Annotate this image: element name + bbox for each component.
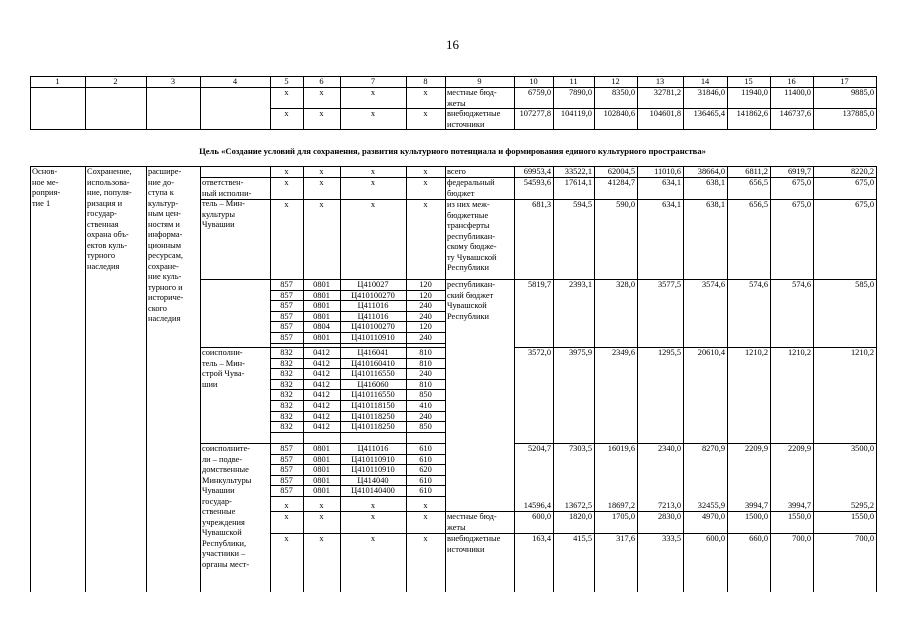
code-cell: Ц410140400 bbox=[351, 486, 395, 496]
code-cell: Ц410110910 bbox=[351, 454, 395, 464]
value-cell: 574,6 bbox=[749, 280, 768, 289]
value-cell: 163,4 bbox=[532, 534, 551, 543]
table-rule bbox=[445, 76, 446, 129]
value-cell: 317,6 bbox=[616, 534, 635, 543]
value-cell: 5295,2 bbox=[850, 501, 874, 510]
table-rule bbox=[30, 76, 31, 129]
code-cell: 0801 bbox=[313, 333, 330, 342]
code-cell: 832 bbox=[280, 358, 293, 368]
code-cell: Ц410116550 bbox=[351, 390, 395, 400]
value-cell: 700,0 bbox=[855, 534, 874, 543]
value-cell: 8220,2 bbox=[850, 167, 874, 176]
funding-source: республикан- ский бюджет Чувашской Республики bbox=[447, 280, 496, 321]
code-cell: 0801 bbox=[313, 301, 330, 311]
code-cell: 810 bbox=[419, 348, 432, 357]
table-rule bbox=[637, 76, 638, 129]
table-rule bbox=[146, 166, 147, 592]
column-header: 12 bbox=[611, 77, 620, 86]
value-cell: 6759,0 bbox=[527, 88, 551, 97]
value-cell: 1500,0 bbox=[744, 512, 768, 521]
value-cell: 14596,4 bbox=[523, 501, 551, 510]
funding-source: местные бюд- жеты bbox=[447, 88, 497, 108]
code-cell: х bbox=[370, 109, 376, 118]
table-rule bbox=[200, 166, 201, 592]
table-rule bbox=[553, 76, 554, 129]
value-cell: 146737,6 bbox=[779, 109, 811, 118]
executor-co: соисполните- ли – подве- домственные Минкультуры Чувашии государ- ственные учреждения Чувашской Республики, участники – органы мест- bbox=[202, 444, 252, 569]
code-cell: Ц414040 bbox=[357, 475, 389, 485]
value-cell: 3975,9 bbox=[568, 348, 592, 357]
code-cell: 857 bbox=[280, 311, 293, 321]
value-cell: 7890,0 bbox=[568, 88, 592, 97]
code-cell: Ц410027 bbox=[357, 280, 389, 289]
code-cell: х bbox=[423, 501, 428, 510]
table-rule bbox=[270, 343, 445, 344]
code-cell: 857 bbox=[280, 280, 293, 289]
table-rule bbox=[303, 76, 304, 129]
code-cell: 0412 bbox=[313, 358, 330, 368]
column-header: 16 bbox=[787, 77, 796, 86]
code-cell: 0801 bbox=[313, 486, 330, 496]
executor-responsible: ответствен- ный исполни- тель – Мин- культуры Чувашии bbox=[202, 178, 252, 229]
code-cell: х bbox=[319, 178, 324, 187]
value-cell: 141862,6 bbox=[736, 109, 768, 118]
code-cell: 857 bbox=[280, 465, 293, 475]
code-cell: 857 bbox=[280, 301, 293, 311]
table-rule bbox=[270, 496, 445, 497]
code-cell: х bbox=[423, 200, 428, 209]
code-cell: 610 bbox=[419, 454, 432, 464]
table-rule bbox=[683, 76, 684, 129]
table-rule bbox=[594, 76, 595, 129]
value-cell: 3577,5 bbox=[657, 280, 681, 289]
value-cell: 33522,1 bbox=[564, 167, 592, 176]
value-cell: 137885,0 bbox=[842, 109, 874, 118]
code-cell: х bbox=[319, 109, 324, 118]
code-cell: х bbox=[423, 534, 428, 543]
code-cell: х bbox=[370, 178, 376, 187]
code-cell: 0412 bbox=[313, 348, 330, 357]
table-rule bbox=[406, 166, 407, 592]
code-cell: 832 bbox=[280, 390, 293, 400]
code-cell: х bbox=[284, 501, 289, 510]
table-rule bbox=[270, 432, 445, 433]
value-cell: 104601,8 bbox=[649, 109, 681, 118]
value-cell: 660,0 bbox=[749, 534, 768, 543]
funding-source: из них меж- бюджетные трансферты республикан- скому бюдже- ту Чувашской Республики bbox=[447, 200, 497, 272]
column-header: 8 bbox=[423, 77, 428, 86]
funding-source: местные бюд- жеты bbox=[447, 512, 497, 532]
code-cell: 240 bbox=[419, 301, 432, 311]
value-cell: 1210,2 bbox=[744, 348, 768, 357]
code-cell: 832 bbox=[280, 401, 293, 410]
code-cell: 810 bbox=[419, 358, 432, 368]
goal-title: Цель «Создание условий для сохранения, развития культурного потенциала и формирования единого культурного пространства» bbox=[199, 146, 706, 156]
code-cell: Ц416060 bbox=[357, 379, 389, 389]
value-cell: 20610,4 bbox=[697, 348, 725, 357]
code-cell: 240 bbox=[419, 311, 432, 321]
value-cell: 675,0 bbox=[792, 178, 811, 187]
code-cell: 0801 bbox=[313, 280, 330, 289]
table-rule bbox=[637, 166, 638, 592]
table-rule bbox=[727, 76, 728, 129]
value-cell: 32781,2 bbox=[653, 88, 681, 97]
code-cell: 832 bbox=[280, 369, 293, 379]
code-cell: Ц411016 bbox=[357, 444, 389, 453]
value-cell: 600,0 bbox=[706, 534, 725, 543]
value-cell: 2340,0 bbox=[657, 444, 681, 453]
value-cell: 415,5 bbox=[573, 534, 592, 543]
value-cell: 656,5 bbox=[749, 178, 768, 187]
value-cell: 7303,5 bbox=[568, 444, 592, 453]
code-cell: 857 bbox=[280, 454, 293, 464]
table-rule bbox=[270, 108, 876, 109]
code-cell: Ц410116550 bbox=[351, 369, 395, 379]
value-cell: 675,0 bbox=[855, 178, 874, 187]
code-cell: х bbox=[370, 501, 376, 510]
value-cell: 11940,0 bbox=[741, 88, 768, 97]
funding-source: внебюджетные источники bbox=[447, 109, 501, 129]
value-cell: 2830,0 bbox=[657, 512, 681, 521]
value-cell: 590,0 bbox=[616, 200, 635, 209]
table-rule bbox=[200, 199, 876, 200]
code-cell: 0412 bbox=[313, 411, 330, 421]
executor-co: соисполни- тель – Мин- строй Чува- шии bbox=[202, 348, 245, 389]
value-cell: 634,1 bbox=[662, 178, 681, 187]
code-cell: Ц410100270 bbox=[351, 322, 395, 332]
measure-label: Основ- ное ме- роприя- тие 1 bbox=[32, 167, 61, 208]
table-rule bbox=[770, 76, 771, 129]
code-cell: 240 bbox=[419, 333, 432, 342]
value-cell: 136465,4 bbox=[693, 109, 725, 118]
column-header: 4 bbox=[232, 77, 238, 86]
column-header: 17 bbox=[840, 77, 849, 86]
code-cell: х bbox=[423, 512, 428, 521]
column-header: 9 bbox=[477, 77, 482, 86]
value-cell: 6919,7 bbox=[787, 167, 811, 176]
code-cell: 832 bbox=[280, 348, 293, 357]
column-header: 1 bbox=[55, 77, 60, 86]
code-cell: 857 bbox=[280, 444, 293, 453]
column-header: 14 bbox=[700, 77, 710, 86]
column-header: 10 bbox=[529, 77, 538, 86]
code-cell: х bbox=[370, 534, 376, 543]
code-cell: 120 bbox=[419, 280, 432, 289]
table-rule bbox=[270, 166, 271, 592]
value-cell: 32455,9 bbox=[697, 501, 725, 510]
table-rule bbox=[770, 166, 771, 592]
value-cell: 3994,7 bbox=[744, 501, 768, 510]
code-cell: 610 bbox=[419, 475, 432, 485]
table-rule bbox=[340, 76, 341, 129]
code-cell: 0801 bbox=[313, 290, 330, 300]
table-rule bbox=[813, 166, 814, 592]
code-cell: Ц410110910 bbox=[351, 333, 395, 342]
value-cell: 681,3 bbox=[532, 200, 551, 209]
value-cell: 9885,0 bbox=[850, 88, 874, 97]
value-cell: 41284,7 bbox=[607, 178, 635, 187]
value-cell: 675,0 bbox=[855, 200, 874, 209]
code-cell: х bbox=[423, 109, 428, 118]
value-cell: 634,1 bbox=[662, 200, 681, 209]
table-rule bbox=[146, 76, 147, 129]
code-cell: х bbox=[284, 534, 289, 543]
value-cell: 2349,6 bbox=[611, 348, 635, 357]
table-rule bbox=[514, 166, 515, 592]
column-header: 11 bbox=[569, 77, 578, 86]
value-cell: 38664,0 bbox=[697, 167, 725, 176]
table-rule bbox=[876, 76, 877, 129]
value-cell: 3572,0 bbox=[527, 348, 551, 357]
code-cell: Ц410110910 bbox=[351, 465, 395, 475]
code-cell: 857 bbox=[280, 290, 293, 300]
table-rule bbox=[553, 166, 554, 592]
value-cell: 104119,0 bbox=[560, 109, 592, 118]
code-cell: 0412 bbox=[313, 401, 330, 410]
value-cell: 656,5 bbox=[749, 200, 768, 209]
code-cell: 857 bbox=[280, 475, 293, 485]
code-cell: 240 bbox=[419, 411, 432, 421]
column-header: 7 bbox=[370, 77, 376, 86]
code-cell: 0801 bbox=[313, 311, 330, 321]
table-rule bbox=[340, 166, 341, 592]
value-cell: 16019,6 bbox=[607, 444, 635, 453]
code-cell: Ц410160410 bbox=[351, 358, 395, 368]
code-cell: х bbox=[370, 88, 376, 97]
code-cell: х bbox=[284, 167, 289, 176]
code-cell: х bbox=[284, 178, 289, 187]
value-cell: 4970,0 bbox=[701, 512, 725, 521]
table-rule bbox=[30, 166, 31, 592]
code-cell: 0801 bbox=[313, 475, 330, 485]
code-cell: Ц410118250 bbox=[351, 411, 395, 421]
value-cell: 700,0 bbox=[792, 534, 811, 543]
column-header: 13 bbox=[655, 77, 665, 86]
code-cell: 0412 bbox=[313, 422, 330, 432]
code-cell: 0412 bbox=[313, 390, 330, 400]
code-cell: 0801 bbox=[313, 454, 330, 464]
value-cell: 3994,7 bbox=[787, 501, 811, 510]
value-cell: 2209,9 bbox=[744, 444, 768, 453]
value-cell: 600,0 bbox=[532, 512, 551, 521]
code-cell: х bbox=[319, 501, 324, 510]
table-rule bbox=[303, 166, 304, 592]
value-cell: 585,0 bbox=[855, 280, 874, 289]
code-cell: х bbox=[370, 512, 376, 521]
code-cell: х bbox=[370, 200, 376, 209]
code-cell: Ц410118150 bbox=[351, 401, 395, 410]
table-rule bbox=[813, 76, 814, 129]
table-rule bbox=[270, 76, 271, 129]
code-cell: х bbox=[423, 88, 428, 97]
code-cell: 857 bbox=[280, 322, 293, 332]
value-cell: 638,1 bbox=[706, 178, 725, 187]
value-cell: 2209,9 bbox=[787, 444, 811, 453]
value-cell: 8350,0 bbox=[611, 88, 635, 97]
code-cell: 620 bbox=[419, 465, 432, 475]
table-rule bbox=[727, 166, 728, 592]
value-cell: 54593,6 bbox=[523, 178, 551, 187]
value-cell: 6811,2 bbox=[745, 167, 768, 176]
value-cell: 3574,6 bbox=[701, 280, 725, 289]
value-cell: 8270,9 bbox=[701, 444, 725, 453]
value-cell: 18697,2 bbox=[607, 501, 635, 510]
code-cell: Ц416041 bbox=[357, 348, 389, 357]
code-cell: х bbox=[319, 88, 324, 97]
code-cell: х bbox=[319, 167, 324, 176]
measure-name: Сохранение, использова- ние, популя- ризация и государ- ственная охрана объ- ектов куль- турного наследия bbox=[87, 167, 132, 271]
table-rule bbox=[445, 166, 446, 592]
table-rule bbox=[85, 76, 86, 129]
value-cell: 5204,7 bbox=[527, 444, 551, 453]
code-cell: 610 bbox=[419, 486, 432, 496]
value-cell: 17614,1 bbox=[564, 178, 592, 187]
value-cell: 1550,0 bbox=[850, 512, 874, 521]
table-rule bbox=[200, 76, 201, 129]
value-cell: 328,0 bbox=[616, 280, 635, 289]
value-cell: 1705,0 bbox=[611, 512, 635, 521]
code-cell: х bbox=[284, 512, 289, 521]
column-header: 6 bbox=[319, 77, 324, 86]
measure-goal: расшире- ние до- ступа к культур- ным цен- ностям и информа- ционным ресурсам, сохране- ние куль- турного и историче- ского наследия bbox=[148, 167, 184, 323]
funding-source: всего bbox=[447, 167, 466, 176]
column-header: 5 bbox=[284, 77, 289, 86]
value-cell: 1820,0 bbox=[568, 512, 592, 521]
code-cell: 0804 bbox=[313, 322, 330, 332]
page-number: 16 bbox=[446, 37, 459, 52]
table-rule bbox=[514, 76, 515, 129]
value-cell: 333,5 bbox=[662, 534, 681, 543]
value-cell: 5819,7 bbox=[527, 280, 551, 289]
code-cell: Ц411016 bbox=[357, 301, 389, 311]
code-cell: 810 bbox=[419, 379, 432, 389]
code-cell: 0801 bbox=[313, 444, 330, 453]
code-cell: 120 bbox=[419, 290, 432, 300]
value-cell: 102840,6 bbox=[603, 109, 635, 118]
code-cell: х bbox=[423, 167, 428, 176]
value-cell: 594,5 bbox=[573, 200, 592, 209]
funding-source: внебюджетные источники bbox=[447, 534, 501, 554]
code-cell: 610 bbox=[419, 444, 432, 453]
table-rule bbox=[406, 76, 407, 129]
code-cell: 832 bbox=[280, 422, 293, 432]
code-cell: 120 bbox=[419, 322, 432, 332]
table-rule bbox=[200, 177, 876, 178]
table-rule bbox=[85, 166, 86, 592]
value-cell: 11400,0 bbox=[784, 88, 811, 97]
code-cell: х bbox=[284, 200, 289, 209]
code-cell: х bbox=[284, 109, 289, 118]
table-rule bbox=[30, 129, 876, 130]
column-header: 3 bbox=[170, 77, 176, 86]
code-cell: 832 bbox=[280, 411, 293, 421]
value-cell: 675,0 bbox=[792, 200, 811, 209]
code-cell: х bbox=[319, 534, 324, 543]
value-cell: 1295,5 bbox=[657, 348, 681, 357]
value-cell: 638,1 bbox=[706, 200, 725, 209]
code-cell: 850 bbox=[419, 422, 432, 432]
funding-source: федеральный бюджет bbox=[447, 178, 495, 198]
code-cell: 410 bbox=[419, 401, 432, 410]
code-cell: 832 bbox=[280, 379, 293, 389]
column-header: 15 bbox=[744, 77, 753, 86]
code-cell: Ц410118250 bbox=[351, 422, 395, 432]
value-cell: 107277,8 bbox=[519, 109, 551, 118]
code-cell: Ц410100270 bbox=[351, 290, 395, 300]
code-cell: Ц411016 bbox=[357, 311, 389, 321]
value-cell: 69953,4 bbox=[523, 167, 551, 176]
value-cell: 1550,0 bbox=[787, 512, 811, 521]
code-cell: х bbox=[284, 88, 289, 97]
value-cell: 62004,5 bbox=[607, 167, 635, 176]
table-rule bbox=[594, 166, 595, 592]
code-cell: х bbox=[423, 178, 428, 187]
value-cell: 31846,0 bbox=[697, 88, 725, 97]
value-cell: 1210,2 bbox=[850, 348, 874, 357]
value-cell: 574,6 bbox=[792, 280, 811, 289]
value-cell: 3500,0 bbox=[850, 444, 874, 453]
table-rule bbox=[270, 533, 876, 534]
value-cell: 11010,6 bbox=[654, 167, 681, 176]
code-cell: 857 bbox=[280, 333, 293, 342]
code-cell: 857 bbox=[280, 486, 293, 496]
value-cell: 13672,5 bbox=[564, 501, 592, 510]
value-cell: 7213,0 bbox=[657, 501, 681, 510]
code-cell: 0412 bbox=[313, 379, 330, 389]
code-cell: 240 bbox=[419, 369, 432, 379]
table-rule bbox=[683, 166, 684, 592]
code-cell: х bbox=[370, 167, 376, 176]
value-cell: 1210,2 bbox=[787, 348, 811, 357]
table-rule bbox=[876, 166, 877, 592]
code-cell: 0801 bbox=[313, 465, 330, 475]
column-header: 2 bbox=[113, 77, 118, 86]
code-cell: х bbox=[319, 200, 324, 209]
code-cell: 0412 bbox=[313, 369, 330, 379]
code-cell: х bbox=[319, 512, 324, 521]
code-cell: 850 bbox=[419, 390, 432, 400]
value-cell: 2393,1 bbox=[568, 280, 592, 289]
